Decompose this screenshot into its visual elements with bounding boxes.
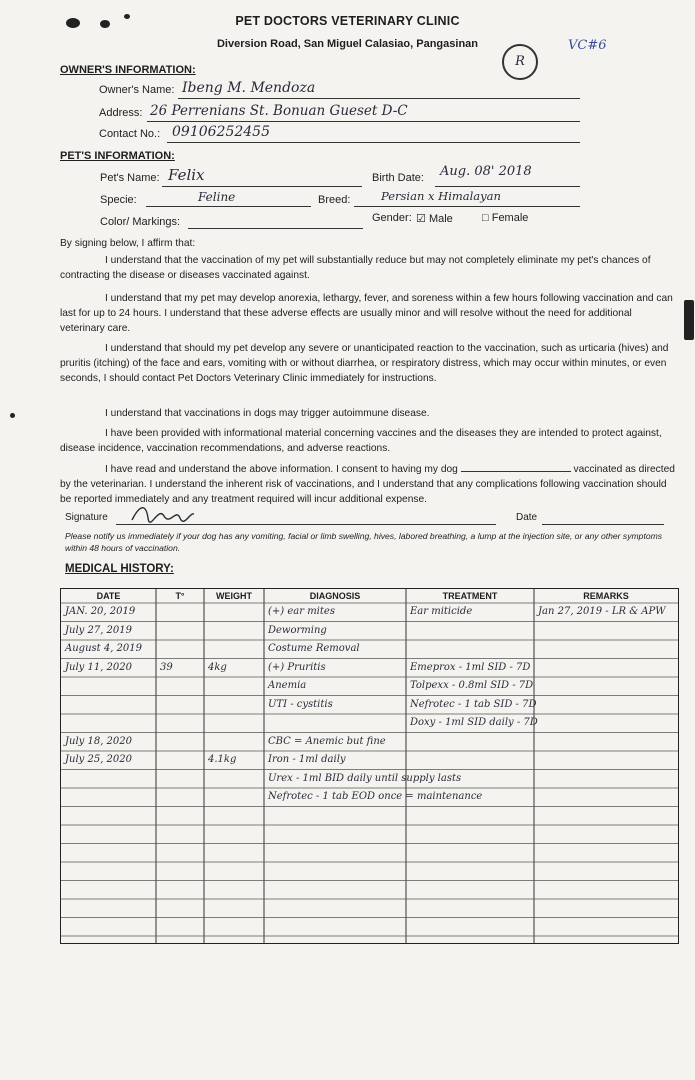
specie-line (146, 206, 311, 207)
signature-scribble (128, 500, 198, 526)
breed-value: Persian x Himalayan (381, 189, 501, 203)
ink-speck (10, 413, 15, 418)
cell-treatment: Ear miticide (410, 606, 473, 617)
pet-heading: PET'S INFORMATION: (60, 150, 175, 162)
cell-weight: 4.1kg (208, 754, 237, 765)
consent-p4: I understand that vaccinations in dogs may trigger autoimmune disease. (105, 408, 430, 419)
table-row (61, 716, 678, 735)
column-header: TREATMENT (442, 591, 498, 601)
medical-heading: MEDICAL HISTORY: (65, 563, 174, 575)
table-row (61, 605, 678, 624)
cell-date: July 18, 2020 (65, 735, 133, 747)
cell-date: August 4, 2019 (65, 643, 143, 654)
owner-heading: OWNER'S INFORMATION: (60, 64, 196, 76)
table-row (61, 735, 678, 754)
address-value: 26 Perrenians St. Bonuan Gueset D-C (150, 103, 408, 119)
address-label: Address: (99, 107, 143, 119)
dog-name-blank (461, 461, 571, 472)
contact-line (167, 142, 580, 143)
consent-p5: I have been provided with informational material concerning vaccines and the diseases they are intended to protect against, disease incidence, vaccination recommendations, and adverse reactions. (60, 428, 662, 454)
color-line (188, 228, 363, 229)
date-label: Date (516, 512, 538, 523)
table-row (61, 772, 678, 791)
owner-name-label: Owner's Name: (99, 84, 175, 96)
male-label: Male (428, 213, 453, 225)
birth-date-value: Aug. 08' 2018 (440, 164, 532, 179)
cell-diagnosis: Costume Removal (268, 643, 360, 654)
column-header: DIAGNOSIS (309, 591, 361, 601)
owner-name-value: Ibeng M. Mendoza (182, 80, 316, 96)
specie-label: Specie: (100, 194, 137, 206)
column-header: T° (175, 591, 185, 601)
cell-diagnosis: (+) ear mites (268, 606, 335, 617)
birth-date-label: Birth Date: (372, 172, 424, 184)
pet-name-label: Pet's Name: (100, 172, 160, 184)
cell-remarks: Jan 27, 2019 - LR & APW (538, 606, 666, 617)
table-row (61, 624, 678, 643)
table-row (61, 790, 678, 809)
checkbox-empty-icon: □ (482, 212, 489, 224)
ink-speck (684, 300, 694, 340)
cell-treatment: Nefrotec - 1 tab SID - 7D (410, 698, 537, 710)
table-row (61, 698, 678, 717)
breed-label: Breed: (318, 194, 351, 206)
gender-label: Gender: (372, 212, 412, 224)
cell-date: July 25, 2020 (65, 754, 133, 765)
cell-treatment: Emeprox - 1ml SID - 7D (410, 661, 531, 673)
female-checkbox (482, 212, 528, 224)
cell-diagnosis: Anemia (268, 680, 307, 691)
consent-p3: I understand that should my pet develop any severe or unanticipated reaction to the vaccination, such as urticaria (hives) and pruritis (itching) of the face and ears, vomiting with or without diarrhea, or respiratory distress, which may occur within minutes, or even seconds, I should contact Pet Doctors Veterinary Clinic immediately for instructions. (60, 343, 669, 384)
consent-p6b: vaccinated (573, 464, 623, 475)
consent-p1: I understand that the vaccination of my pet will substantially reduce but may not completely eliminate my pet's chances of contracting the disease or diseases vaccinated against. (60, 255, 651, 281)
cell-date: JAN. 20, 2019 (65, 606, 136, 617)
consent-intro: By signing below, I affirm that: (60, 238, 196, 249)
clinic-name: PET DOCTORS VETERINARY CLINIC (235, 14, 460, 28)
table-row (61, 661, 678, 680)
signature-label: Signature (65, 512, 108, 523)
table-row (61, 753, 678, 772)
cell-diagnosis: Deworming (268, 624, 327, 636)
medical-history-table (60, 588, 679, 944)
cell-date: July 11, 2020 (65, 661, 133, 673)
cell-diagnosis: CBC = Anemic but fine (268, 735, 386, 747)
pet-name-value: Felix (168, 166, 205, 184)
color-label: Color/ Markings: (100, 216, 181, 228)
birth-date-line (435, 186, 580, 187)
consent-p2: I understand that my pet may develop anorexia, lethargy, fever, and soreness within a few hours following vaccination and can last for up to 24 hours. I understand that these adverse effects are usually minor and will resolve without the need for additional veterinary care. (60, 293, 673, 334)
consent-p6c: as directed by the veterinarian. I understand the inherent risk of vaccinations, and I understand that any complications following vaccination should be reported immediately and any treatment required will incur additional expense. (60, 464, 675, 505)
cell-weight: 4kg (208, 661, 227, 673)
cell-diagnosis: UTI - cystitis (268, 698, 333, 710)
corner-note: VC#6 (568, 38, 607, 53)
cell-diagnosis: Urex - 1ml BID daily until supply lasts (268, 772, 462, 784)
owner-name-line (178, 98, 580, 99)
address-line (147, 121, 580, 122)
clinic-address: Diversion Road, San Miguel Calasiao, Pangasinan (216, 38, 478, 50)
table-row (61, 642, 678, 661)
cell-diagnosis: Nefrotec - 1 tab EOD once = maintenance (268, 791, 483, 802)
cell-treatment: Doxy - 1ml SID daily - 7D (410, 717, 538, 728)
male-checkbox (416, 212, 453, 225)
notify-notice: Please notify us immediately if your dog has any vomiting, facial or limb swelling, hives, labored breathing, a lump at the injection site, or any other symptoms within 48 hours of vaccination. (65, 531, 663, 553)
contact-label: Contact No.: (99, 128, 161, 140)
cell-diagnosis: Iron - 1ml daily (268, 754, 346, 765)
consent-p6a: I have read and understand the above information. I consent to having my dog (105, 464, 458, 475)
column-header: WEIGHT (216, 591, 252, 601)
breed-line (354, 206, 580, 207)
column-header: REMARKS (583, 591, 629, 601)
pet-name-line (162, 186, 362, 187)
specie-value: Feline (198, 190, 236, 204)
table-row (61, 679, 678, 698)
female-label: Female (491, 212, 529, 224)
cell-treatment: Tolpexx - 0.8ml SID - 7D (410, 680, 534, 691)
initial-stamp: R (502, 44, 538, 80)
date-line (542, 524, 664, 525)
column-header: DATE (96, 591, 121, 601)
cell-temp: 39 (160, 661, 173, 673)
cell-diagnosis: (+) Pruritis (268, 661, 326, 673)
contact-value: 09106252455 (172, 124, 270, 140)
checkbox-checked-icon: ☑ (416, 213, 426, 225)
cell-date: July 27, 2019 (65, 624, 133, 636)
